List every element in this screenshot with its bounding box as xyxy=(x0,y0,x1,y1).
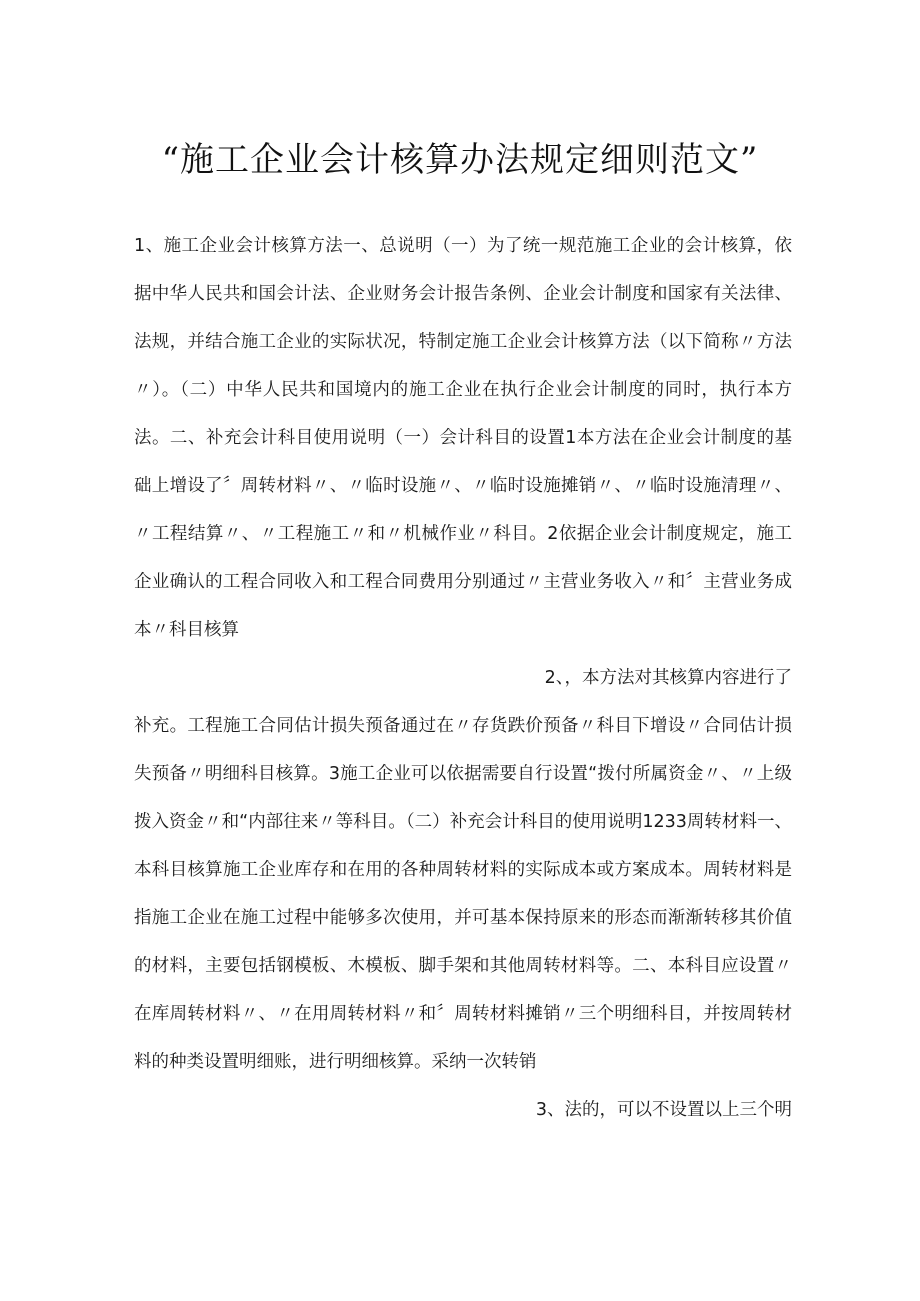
paragraph-4: 3、法的，可以不设置以上三个明 xyxy=(535,1100,792,1120)
paragraph-1: 1、施工企业会计核算方法一、总说明（一）为了统一规范施工企业的会计核算，依据中华人民共和国会计法、企业财务会计报告条例、企业会计制度和国家有关法律、法规，并结合施工企业的实际状况，特制定施工企业会计核算方法（以下简称〃方法〃）。（二）中华人民共和国境内的施工企业在执行企业会计制度的同时，执行本方法。二、补充会计科目使用说明（一）会计科目的设置1本方法在企业会计制度的基础上增设了〞周转材料〃、〃临时设施〃、〃临时设施摊销〃、〃临时设施清理〃、〃工程结算〃、〃工程施工〃和〃机械作业〃科目。2依据企业会计制度规定，施工企业确认的工程合同收入和工程合同费用分别通过〃主营业务收入〃和〞主营业务成本〃科目核算 xyxy=(134,236,792,640)
paragraph-3: 补充。工程施工合同估计损失预备通过在〃存货跌价预备〃科目下增设〃合同估计损失预备〃明细科目核算。3施工企业可以依据需要自行设置“拨付所属资金〃、〃上级拨入资金〃和“内部往来〃等科目。（二）补充会计科目的使用说明1233周转材料一、本科目核算施工企业库存和在用的各种周转材料的实际成本或方案成本。周转材料是指施工企业在施工过程中能够多次使用，并可基本保持原来的形态而渐渐转移其价值的材料，主要包括钢模板、木模板、脚手架和其他周转材料等。二、本科目应设置〃在库周转材料〃、〃在用周转材料〃和〞周转材料摊销〃三个明细科目，并按周转材料的种类设置明细账，进行明细核算。采纳一次转销 xyxy=(134,716,792,1072)
document-title: “施工企业会计核算办法规定细则范文” xyxy=(161,140,759,180)
document-body xyxy=(134,222,792,1134)
paragraph-2: 2、，本方法对其核算内容进行了 xyxy=(544,668,792,688)
